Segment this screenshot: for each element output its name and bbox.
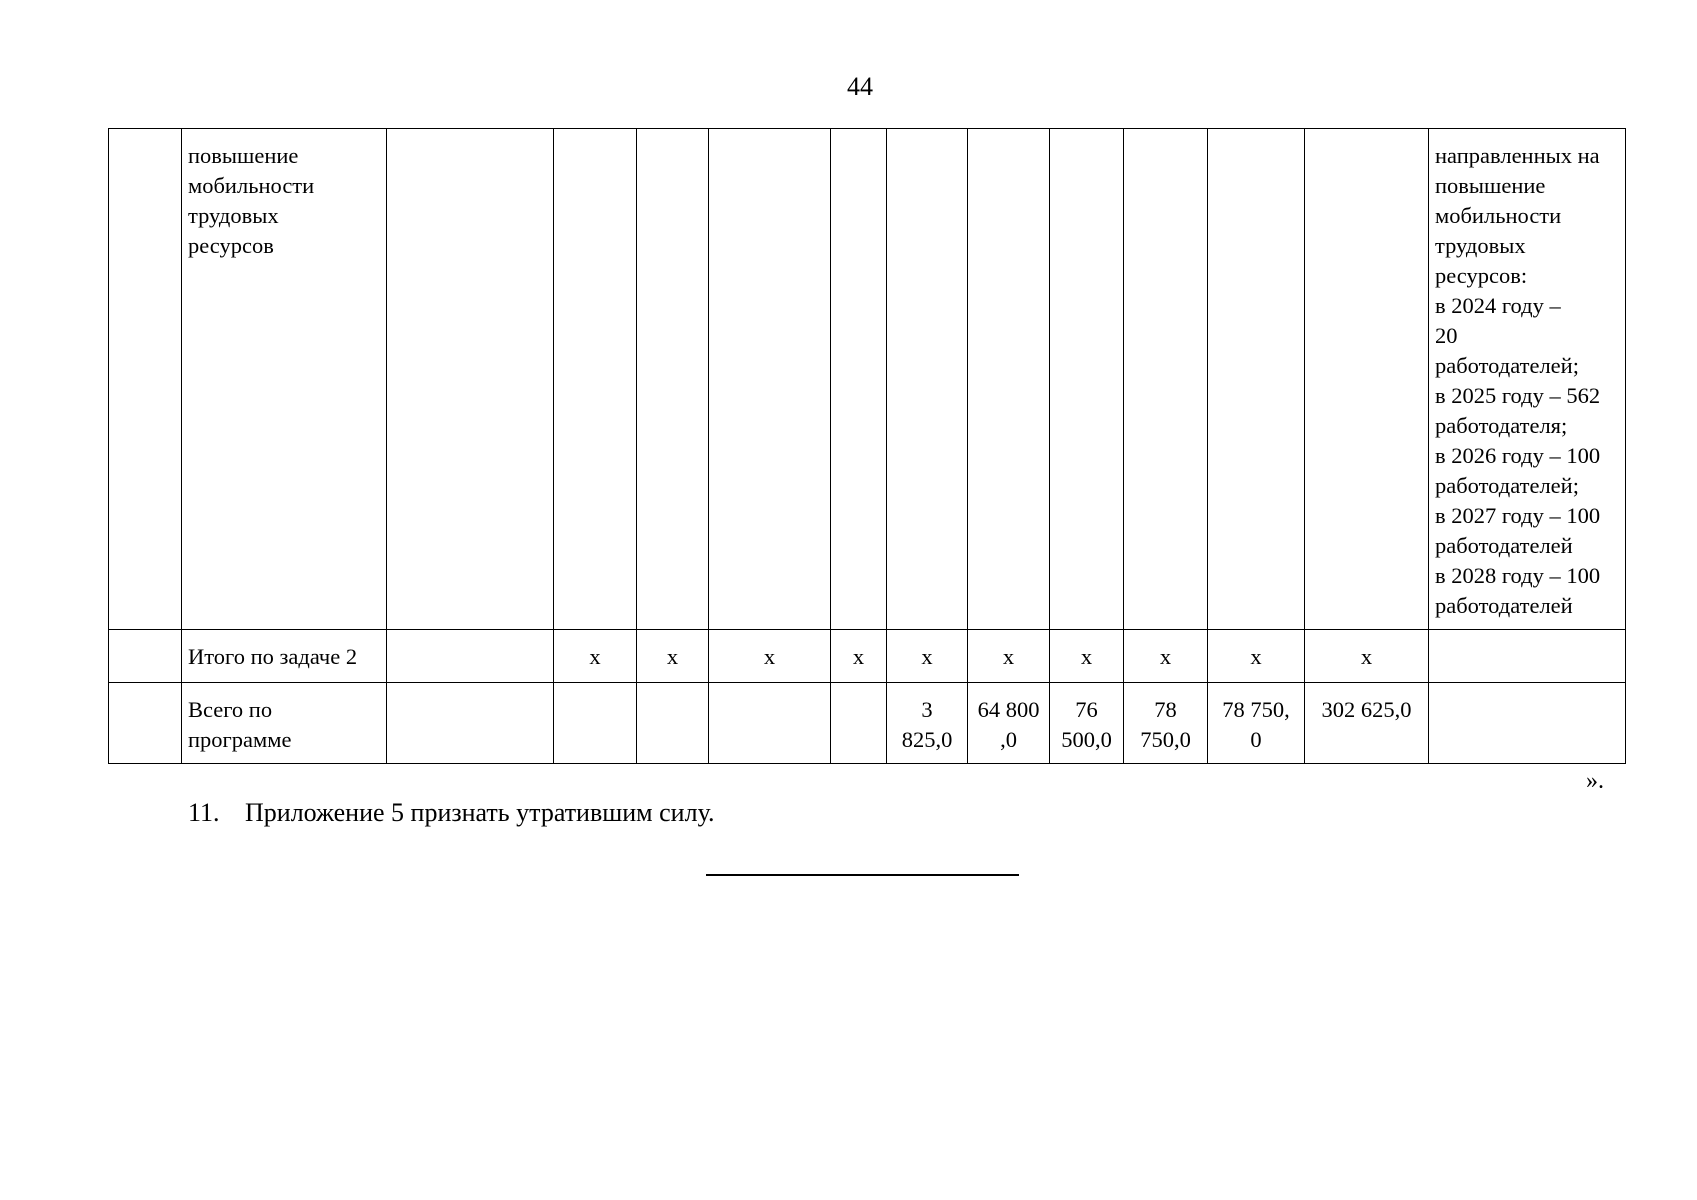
item-number: 11. — [188, 798, 220, 827]
closing-quote: ». — [1586, 768, 1604, 794]
table-cell — [1429, 630, 1626, 683]
table-cell — [1305, 129, 1429, 630]
event-name-cell: повышение мобильности трудовых ресурсов — [182, 129, 387, 630]
table-cell — [109, 683, 182, 764]
amount-cell: 3 825,0 — [887, 683, 968, 764]
x-cell: х — [709, 630, 831, 683]
item-text: Приложение 5 признать утратившим силу. — [245, 798, 715, 827]
table-cell — [637, 683, 709, 764]
table-row — [109, 630, 1626, 683]
table-cell — [1429, 683, 1626, 764]
table-cell — [109, 129, 182, 630]
table-cell — [831, 683, 887, 764]
table-cell — [887, 129, 968, 630]
table-cell — [709, 683, 831, 764]
program-total-label: Всего по программе — [182, 683, 387, 764]
table-cell — [968, 129, 1050, 630]
table-cell — [1124, 129, 1208, 630]
item-11-paragraph — [188, 798, 714, 828]
table-cell — [831, 129, 887, 630]
x-cell: х — [554, 630, 637, 683]
table-row — [109, 683, 1626, 764]
amount-cell: 78 750, 0 — [1208, 683, 1305, 764]
table-cell — [387, 683, 554, 764]
x-cell: х — [1050, 630, 1124, 683]
table-cell — [1208, 129, 1305, 630]
grand-total-cell: 302 625,0 — [1305, 683, 1429, 764]
x-cell: х — [968, 630, 1050, 683]
page-number: 44 — [847, 72, 873, 101]
table-cell — [554, 129, 637, 630]
amount-cell: 78 750,0 — [1124, 683, 1208, 764]
table-cell — [109, 630, 182, 683]
x-cell: х — [1208, 630, 1305, 683]
end-rule — [706, 874, 1019, 876]
task-total-label: Итого по задаче 2 — [182, 630, 387, 683]
table-cell — [1050, 129, 1124, 630]
table-cell — [637, 129, 709, 630]
table-cell — [709, 129, 831, 630]
budget-table — [108, 128, 1626, 764]
x-cell: х — [1305, 630, 1429, 683]
x-cell: х — [887, 630, 968, 683]
table-cell — [387, 129, 554, 630]
x-cell: х — [1124, 630, 1208, 683]
table-cell — [387, 630, 554, 683]
amount-cell: 76 500,0 — [1050, 683, 1124, 764]
amount-cell: 64 800 ,0 — [968, 683, 1050, 764]
table-row — [109, 129, 1626, 630]
x-cell: х — [637, 630, 709, 683]
result-indicator-cell: направленных на повышение мобильности трудовых ресурсов: в 2024 году – 20 работодателей; в 2025 году – 562 работодателя; в 2026 году – 100 работодателей; в 2027 году – 100 работодателей в 2028 году – 100 работодателей — [1429, 129, 1626, 630]
table-cell — [554, 683, 637, 764]
x-cell: х — [831, 630, 887, 683]
